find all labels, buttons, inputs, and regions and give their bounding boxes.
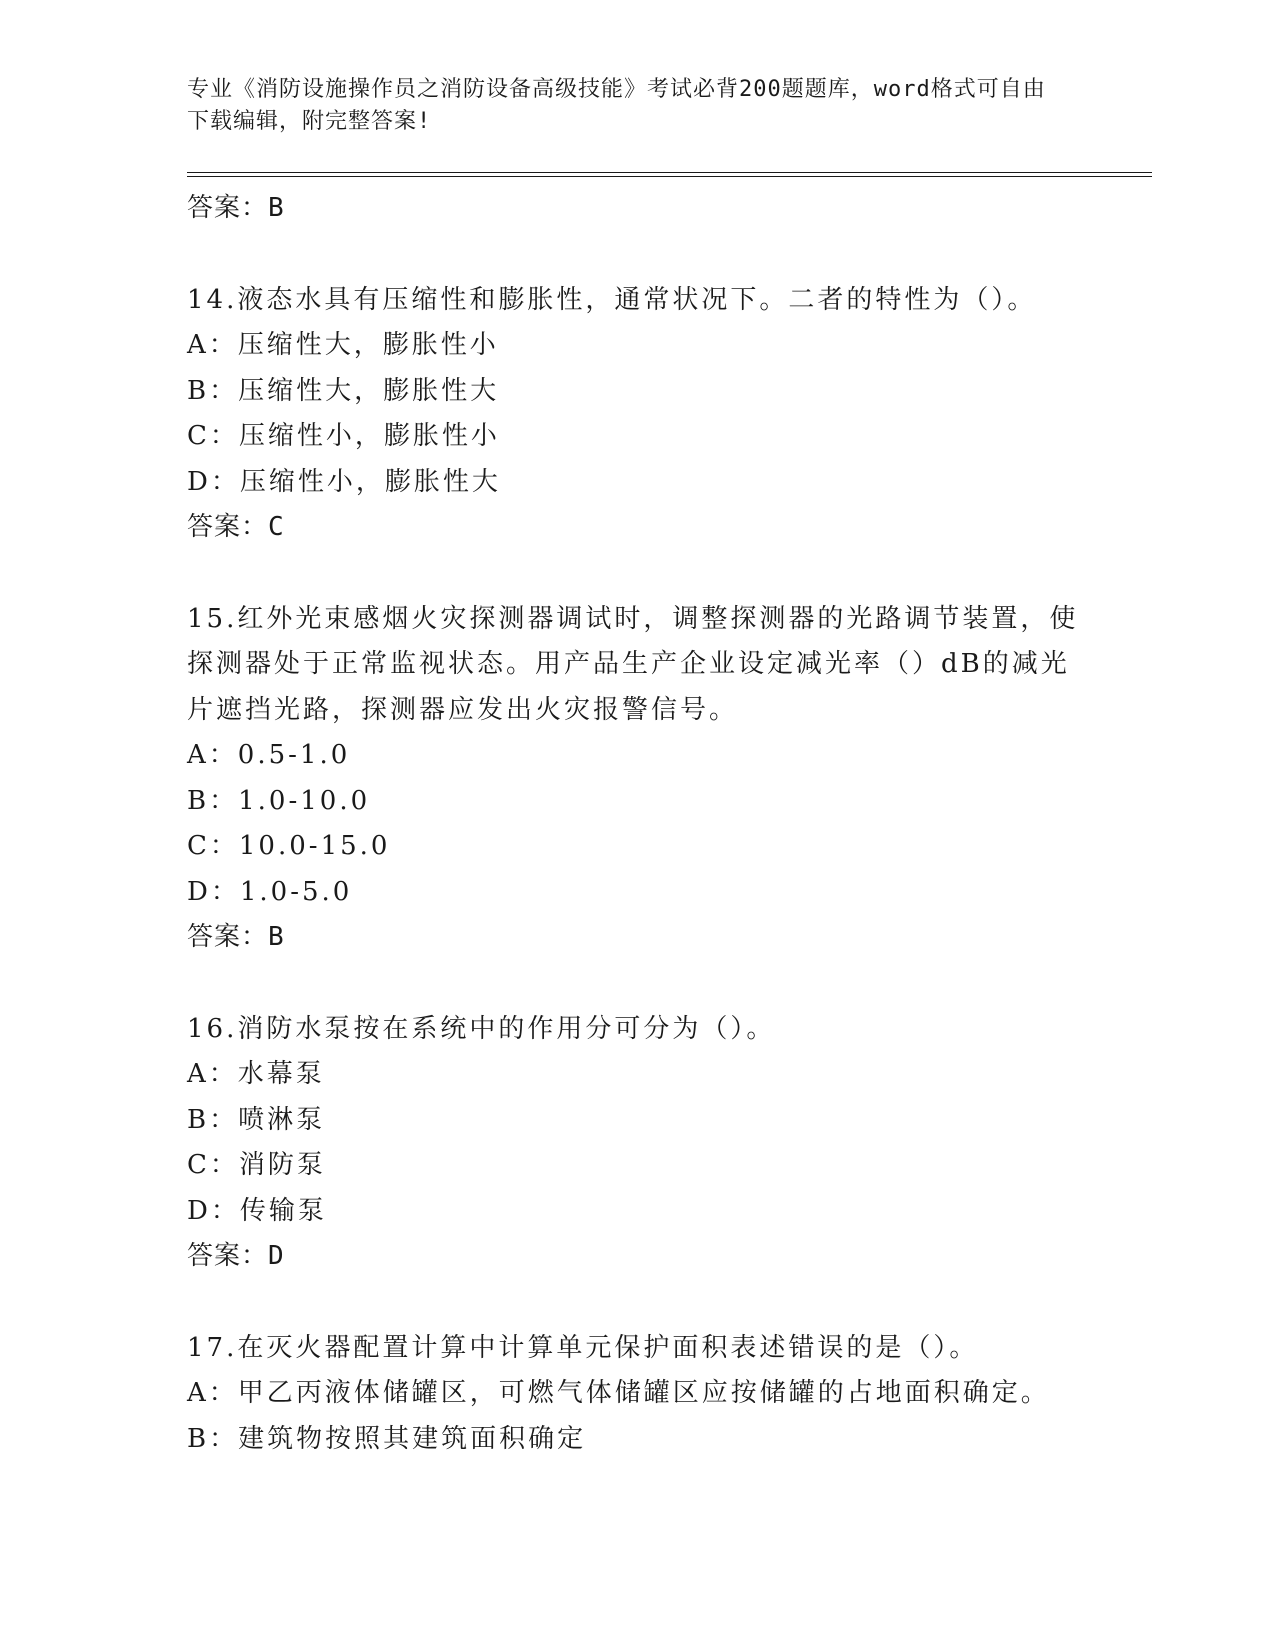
question-text: 14.液态水具有压缩性和膨胀性，通常状况下。二者的特性为（）。	[187, 284, 1037, 315]
option-d: D：压缩性小，膨胀性大	[187, 466, 501, 497]
question-text: 17.在灭火器配置计算中计算单元保护面积表述错误的是（）。	[187, 1332, 979, 1363]
option-d: D：传输泵	[187, 1195, 327, 1226]
option-b: B：1.0-10.0	[187, 785, 371, 816]
question-list	[187, 186, 1087, 1462]
question-block	[187, 1326, 1087, 1463]
question-block	[187, 278, 1087, 551]
header-divider-bottom	[187, 176, 1152, 177]
answer-line: 答案：D	[187, 1241, 285, 1271]
header-divider-top	[187, 172, 1152, 173]
option-b: B：压缩性大，膨胀性大	[187, 375, 500, 406]
option-b: B：建筑物按照其建筑面积确定	[187, 1423, 587, 1454]
answer-line: 答案：C	[187, 512, 285, 542]
question-block	[187, 1007, 1087, 1280]
option-c: C：10.0-15.0	[187, 831, 391, 861]
option-a: A：0.5-1.0	[187, 740, 351, 770]
option-a: A：甲乙丙液体储罐区，可燃气体储罐区应按储罐的占地面积确定。	[187, 1378, 1050, 1408]
option-a: A：压缩性大，膨胀性小	[187, 330, 499, 360]
question-block	[187, 597, 1087, 961]
option-c: C：压缩性小，膨胀性小	[187, 421, 500, 451]
option-b: B：喷淋泵	[187, 1104, 326, 1135]
answer-line: 答案：B	[187, 922, 285, 952]
option-d: D：1.0-5.0	[187, 876, 353, 907]
document-header: 专业《消防设施操作员之消防设备高级技能》考试必背200题题库，word格式可自由下载编辑，附完整答案!	[187, 77, 1046, 134]
question-text: 15.红外光束感烟火灾探测器调试时，调整探测器的光路调节装置，使探测器处于正常监视状态。用产品生产企业设定减光率（）dB的减光片遮挡光路，探测器应发出火灾报警信号。	[187, 603, 1079, 725]
question-text: 16.消防水泵按在系统中的作用分可分为（）。	[187, 1013, 776, 1044]
option-a: A：水幕泵	[187, 1059, 325, 1089]
answer-line: 答案：B	[187, 193, 285, 223]
option-c: C：消防泵	[187, 1150, 326, 1180]
